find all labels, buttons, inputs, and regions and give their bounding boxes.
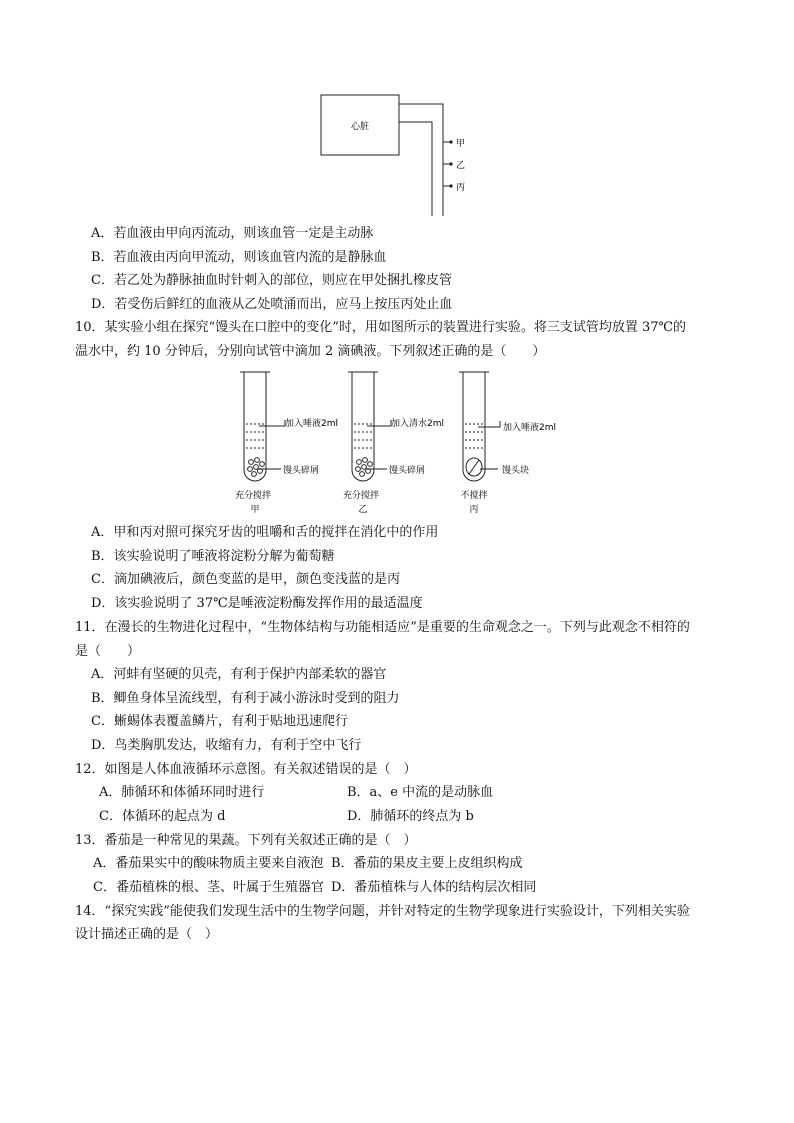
q13-option-b: B．番茄的果皮主要上皮组织构成 [331,856,523,871]
q9-option-b: B．若血液由丙向甲流动，则该血管内流的是静脉血 [91,250,387,265]
q11-option-b: B．鲫鱼身体呈流线型，有利于减小游泳时受到的阻力 [91,691,400,706]
tube-bing-stir-label: 不搅拌 [460,491,488,501]
heart-label: 心脏 [350,122,370,132]
q14-stem-line2: 设计描述正确的是（ ） [75,927,219,942]
tube-yi-add-label: 加入清水2ml [391,419,444,429]
q11-option-a: A．河蚌有坚硬的贝壳，有利于保护内部柔软的器官 [91,667,387,682]
tube-yi-name: 乙 [358,505,368,515]
tube-yi-content-label: 馒头碎屑 [389,466,426,476]
q10-stem-line2: 温水中，约 10 分钟后，分别向试管中滴加 2 滴碘液。下列叙述正确的是（ ） [75,344,546,359]
q11-stem-line2: 是（ ） [75,644,141,659]
q10-option-d: D．该实验说明了 37℃是唾液淀粉酶发挥作用的最适温度 [91,596,423,611]
tube-bing-add-label: 加入唾液2ml [503,423,556,433]
test-tube-jia [235,372,338,515]
tube-yi-stir-label: 充分搅拌 [342,491,380,501]
q9-option-c: C．若乙处为静脉抽血时针刺入的部位，则应在甲处捆扎橡皮管 [91,273,452,288]
marker-bing-label: 丙 [456,183,466,193]
tube-jia-add-label: 加入唾液2ml [285,419,338,429]
q10-option-b: B．该实验说明了唾液将淀粉分解为葡萄糖 [91,549,335,564]
q11-stem-line1: 11．在漫长的生物进化过程中，“生物体结构与功能相适应”是重要的生命观念之一。下列与此观念不相符的 [75,620,690,635]
tube-jia-content-label: 馒头碎屑 [283,466,320,476]
q12-option-d: D．肺循环的终点为 b [347,809,474,824]
marker-yi-label: 乙 [456,161,466,171]
q12-option-b: B．a、e 中流的是动脉血 [347,785,494,800]
q13-option-a: A．番茄果实中的酸味物质主要来自液泡 [93,856,324,871]
q10-option-c: C．滴加碘液后，颜色变蓝的是甲，颜色变浅蓝的是丙 [91,572,400,587]
q9-option-a: A．若血液由甲向丙流动，则该血管一定是主动脉 [91,226,374,241]
q9-option-d: D．若受伤后鲜红的血液从乙处喷涌而出，应马上按压丙处止血 [91,297,453,312]
tube-jia-name: 甲 [250,505,260,515]
tube-jia-stir-label: 充分搅拌 [234,491,272,501]
test-tube-bing [459,372,556,515]
q11-option-d: D．鸟类胸肌发达，收缩有力，有利于空中飞行 [91,738,362,753]
test-tube-yi [343,372,444,515]
test-tubes-figure [225,366,570,518]
q10-option-a: A．甲和丙对照可探究牙齿的咀嚼和舌的搅拌在消化中的作用 [91,525,439,540]
q13-option-d: D．番茄植株与人体的结构层次相同 [331,880,537,895]
q12-option-c: C．体循环的起点为 d [99,809,226,824]
vessel-outer-wall [399,104,443,216]
marker-jia-label: 甲 [456,139,466,149]
q14-stem-line1: 14．“探究实践”能使我们发现生活中的生物学问题，并针对特定的生物学现象进行实验设计，下列相关实验 [75,904,690,919]
q12-stem: 12．如图是人体血液循环示意图。有关叙述错误的是（ ） [75,762,417,777]
heart-vessel-figure [318,92,488,218]
tube-bing-content-label: 馒头块 [502,466,530,476]
q12-option-a: A．肺循环和体循环同时进行 [99,785,265,800]
q10-stem-line1: 10．某实验小组在探究“馒头在口腔中的变化”时，用如图所示的装置进行实验。将三支试管均放置 37℃的 [75,320,687,335]
tube-bing-name: 丙 [469,505,479,515]
q13-stem: 13．番茄是一种常见的果蔬。下列有关叙述正确的是（ ） [75,833,417,848]
q11-option-c: C．蜥蜴体表覆盖鳞片，有利于贴地迅速爬行 [91,714,348,729]
q13-option-c: C．番茄植株的根、茎、叶属于生殖器官 [93,880,324,895]
vessel-inner-wall [399,122,432,216]
